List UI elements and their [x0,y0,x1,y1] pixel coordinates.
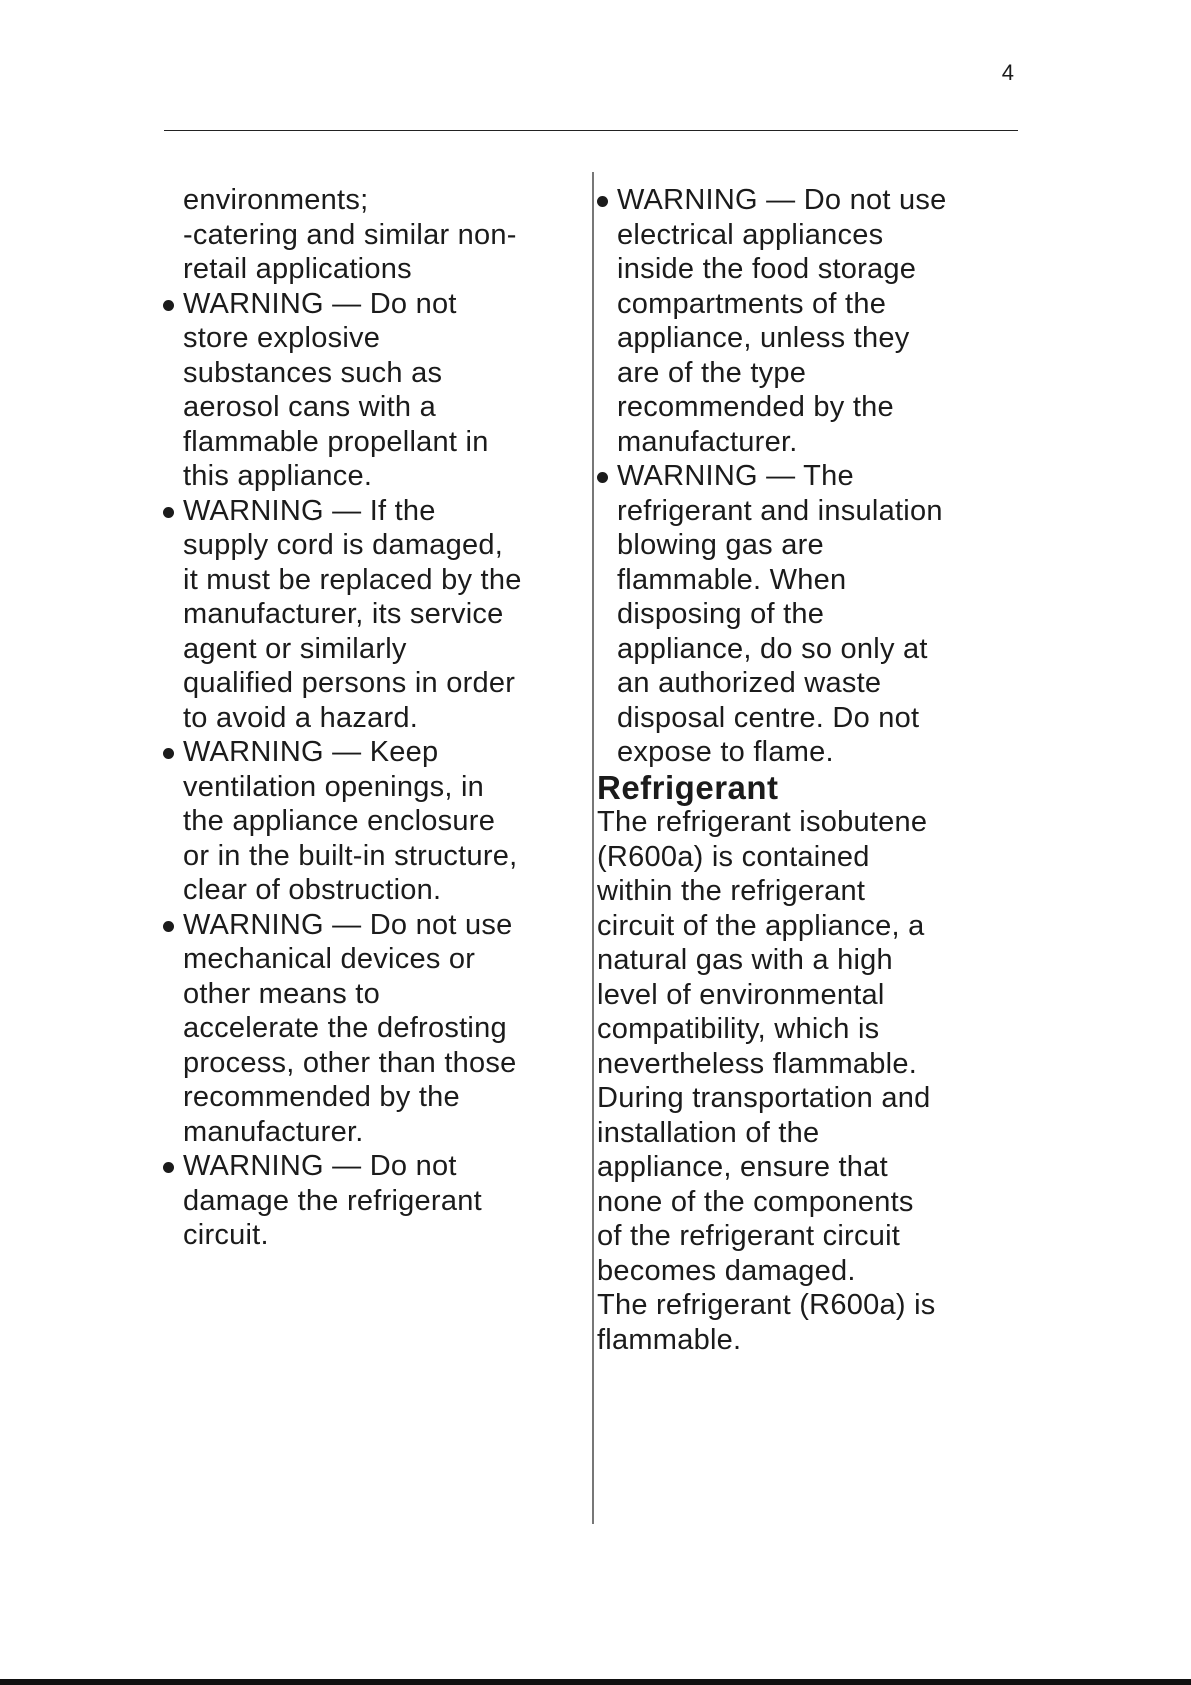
text-line: this appliance. [183,460,373,492]
left-column [183,183,573,1253]
text-line: within the refrigerant [597,875,866,907]
text-line: WARNING — If the [183,494,436,527]
text-line: WARNING — The [617,460,854,492]
text-line: store explosive [183,322,381,354]
text-line: WARNING — Do not use [183,908,513,941]
text-line: agent or similarly [183,632,407,665]
text-line: flammable. When [617,563,847,596]
section-heading: Refrigerant [597,768,779,806]
continuation-text [183,183,573,287]
bullet-icon [163,507,174,518]
text-line: of the refrigerant circuit [597,1220,901,1252]
text-line: the appliance enclosure [183,805,496,837]
text-line: -catering and similar non- [183,218,517,251]
text-line: WARNING — Do not [183,287,457,320]
warning-item [183,494,573,736]
text-line: WARNING — Do not [183,1150,457,1182]
text-line: compatibility, which is [597,1013,880,1045]
text-line: recommended by the [183,1081,460,1113]
warning-item [617,183,1017,459]
warning-item [183,1149,573,1253]
text-line: blowing gas are [617,529,824,561]
bullet-icon [597,196,608,207]
header-rule [164,130,1018,131]
text-line: flammable. [597,1323,742,1356]
text-line: The refrigerant isobutene [597,806,928,838]
text-line: appliance, unless they [617,322,910,354]
text-line: aerosol cans with a [183,391,436,423]
text-line: circuit. [183,1219,269,1251]
warning-item [183,735,573,908]
text-line: expose to flame. [617,736,834,768]
text-line: retail applications [183,253,412,285]
text-line: to avoid a hazard. [183,701,419,734]
text-line: electrical appliances [617,218,884,251]
warning-item [183,287,573,494]
text-line: substances such as [183,356,443,389]
text-line: flammable propellant in [183,425,489,458]
warning-item [617,459,1017,770]
bullet-icon [163,300,174,311]
text-line: disposing of the [617,598,825,630]
text-line: clear of obstruction. [183,874,442,906]
text-line: During transportation and [597,1082,931,1114]
page-number: 4 [1001,60,1014,85]
text-line: damage the refrigerant [183,1184,482,1217]
text-line: it must be replaced by the [183,563,522,596]
text-line: supply cord is damaged, [183,529,504,561]
text-line: mechanical devices or [183,943,476,975]
text-line: refrigerant and insulation [617,494,943,527]
column-divider [592,172,594,1524]
text-line: appliance, do so only at [617,632,928,665]
text-line: manufacturer, its service [183,598,504,630]
text-line: manufacturer. [183,1115,364,1148]
warning-item [183,908,573,1150]
bullet-icon [163,921,174,932]
bullet-icon [163,748,174,759]
text-line: an authorized waste [617,667,882,699]
text-line: disposal centre. Do not [617,701,920,734]
text-line: appliance, ensure that [597,1151,888,1183]
text-line: inside the food storage [617,253,917,285]
text-line: WARNING — Do not use [617,184,947,216]
bullet-icon [597,472,608,483]
refrigerant-paragraph [597,805,1017,1357]
right-column [597,183,1017,1357]
text-line: ventilation openings, in [183,770,485,803]
text-line: other means to [183,977,380,1010]
text-line: manufacturer. [617,425,798,458]
text-line: are of the type [617,356,807,389]
text-line: qualified persons in order [183,667,516,699]
text-line: none of the components [597,1185,914,1218]
text-line: installation of the [597,1116,820,1149]
text-line: or in the built-in structure, [183,839,518,872]
text-line: (R600a) is contained [597,840,870,873]
text-line: nevertheless flammable. [597,1047,918,1080]
bullet-icon [163,1162,174,1173]
bottom-rule [0,1679,1191,1685]
text-line: becomes damaged. [597,1254,856,1287]
text-line: process, other than those [183,1046,517,1079]
text-line: accelerate the defrosting [183,1012,507,1044]
text-line: The refrigerant (R600a) is [597,1289,936,1321]
text-line: circuit of the appliance, a [597,909,925,942]
text-line: natural gas with a high [597,944,893,976]
text-line: level of environmental [597,978,885,1011]
text-line: WARNING — Keep [183,736,439,768]
text-line: recommended by the [617,391,894,423]
text-line: environments; [183,184,369,216]
text-line: compartments of the [617,287,887,320]
